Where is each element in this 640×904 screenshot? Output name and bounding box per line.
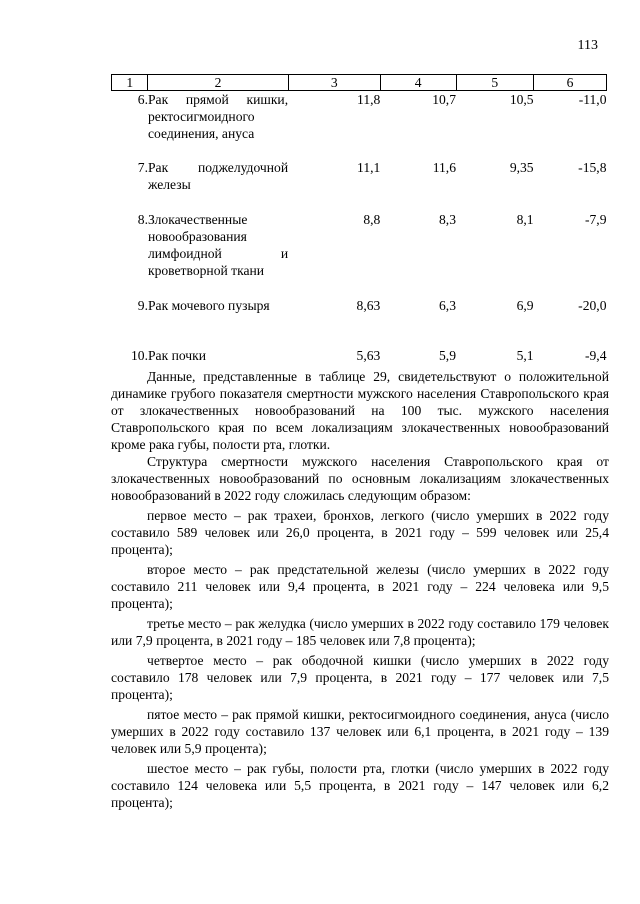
cell-value: 10,7 bbox=[432, 92, 456, 107]
cell-value: 6,3 bbox=[439, 298, 456, 313]
cell-value: 8,63 bbox=[356, 298, 381, 313]
paragraph: четвертое место – рак ободочной кишки (число умерших в 2022 году составило 178 человек или 7,9 процента, в 2021 году – 177 человек или 7,5 процента); bbox=[111, 653, 609, 702]
column-header: 5 bbox=[456, 75, 534, 91]
row-number: 10. bbox=[130, 348, 148, 363]
cell-value: -20,0 bbox=[578, 298, 607, 313]
paragraph: шестое место – рак губы, полости рта, глотки (число умерших в 2022 году составило 124 человека или 5,5 процента, в 2021 году – 147 человек или 6,2 процента); bbox=[111, 761, 609, 810]
cell-value: 11,6 bbox=[432, 160, 456, 175]
cell-value: -11,0 bbox=[578, 92, 607, 107]
cell-value: -9,4 bbox=[584, 348, 607, 363]
cell-value: 11,8 bbox=[357, 92, 381, 107]
row-name: Злокачественные новообразования лимфоидной и кроветворной ткани bbox=[147, 212, 289, 278]
row-name: Рак почки bbox=[147, 348, 207, 363]
row-name: Рак поджелудочной железы bbox=[147, 160, 289, 192]
row-name: Рак прямой кишки, ректосигмоидного соединения, ануса bbox=[147, 92, 289, 141]
cell-value: 8,3 bbox=[439, 212, 456, 227]
row-number: 9. bbox=[137, 298, 148, 313]
cell-value: 10,5 bbox=[509, 92, 534, 107]
cell-value: 5,9 bbox=[439, 348, 456, 363]
cell-value: 5,63 bbox=[356, 348, 381, 363]
table-header-row bbox=[112, 75, 607, 91]
table-row bbox=[112, 91, 607, 160]
row-name: Рак мочевого пузыря bbox=[147, 298, 270, 313]
row-number: 8. bbox=[137, 212, 148, 227]
cell-value: -7,9 bbox=[584, 212, 607, 227]
cell-value: -15,8 bbox=[578, 160, 607, 175]
table-row bbox=[112, 211, 607, 297]
table-row bbox=[112, 297, 607, 347]
paragraph: первое место – рак трахеи, бронхов, легкого (число умерших в 2022 году составило 589 человек или 26,0 процента, в 2021 году – 599 человек или 25,4 процента); bbox=[111, 508, 609, 557]
cell-value: 11,1 bbox=[357, 160, 381, 175]
paragraph: Структура смертности мужского населения Ставропольского края от злокачественных новообразований по основным локализациям злокачественных новообразований в 2022 году сложилась следующим образом: bbox=[111, 454, 609, 503]
cell-value: 9,35 bbox=[509, 160, 534, 175]
column-header: 4 bbox=[380, 75, 456, 91]
column-header: 6 bbox=[534, 75, 607, 91]
table-row bbox=[112, 159, 607, 211]
page-number: 113 bbox=[577, 38, 598, 53]
column-header: 1 bbox=[112, 75, 148, 91]
paragraph: Данные, представленные в таблице 29, свидетельствуют о положительной динамике грубого показателя смертности мужского населения Ставропольского края от злокачественных новообразований на 100 тыс. мужского населения Ставропольского края по всем локализациям злокачественных новообразований кроме рака губы, полости рта, глотки. bbox=[111, 369, 609, 452]
column-header: 2 bbox=[148, 75, 288, 91]
body-text bbox=[111, 368, 609, 811]
paragraph: пятое место – рак прямой кишки, ректосигмоидного соединения, ануса (число умерших в 2022 году составило 137 человек или 6,1 процента, в 2021 году – 139 человек или 5,9 процента); bbox=[111, 707, 609, 756]
paragraph: третье место – рак желудка (число умерших в 2022 году составило 179 человек или 7,9 процента, в 2021 году – 185 человек или 7,8 процента); bbox=[111, 616, 609, 648]
cell-value: 6,9 bbox=[516, 298, 534, 313]
table-row bbox=[112, 347, 607, 367]
cell-value: 8,1 bbox=[516, 212, 534, 227]
mortality-table bbox=[111, 74, 607, 367]
row-number: 7. bbox=[137, 160, 148, 175]
column-header: 3 bbox=[288, 75, 380, 91]
cell-value: 8,8 bbox=[363, 212, 381, 227]
paragraph: второе место – рак предстательной железы (число умерших в 2022 году составило 211 человек или 9,4 процента, в 2021 году – 224 человека или 9,5 процента); bbox=[111, 562, 609, 611]
row-number: 6. bbox=[137, 92, 148, 107]
cell-value: 5,1 bbox=[516, 348, 534, 363]
